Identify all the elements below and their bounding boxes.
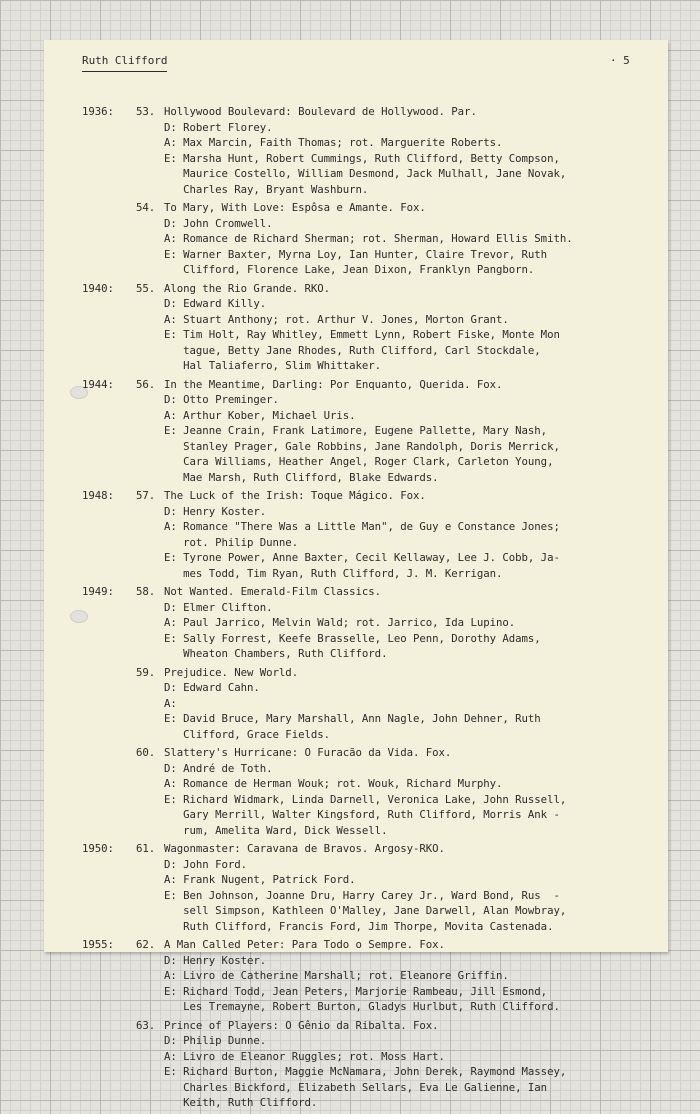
- credit-line: E: Richard Burton, Maggie McNamara, John Derek, Raymond Massey,: [164, 1065, 567, 1078]
- filmography-list: [44, 104, 668, 1114]
- film-title-line: Along the Rio Grande. RKO.: [164, 281, 330, 295]
- entry-year: 1948:: [82, 489, 114, 502]
- credit-line: Charles Bickford, Elizabeth Sellars, Eva Le Galienne, Ian: [164, 1080, 548, 1094]
- credit-line: E: David Bruce, Mary Marshall, Ann Nagle, John Dehner, Ruth: [164, 712, 541, 725]
- credit-line: D: Robert Florey.: [164, 120, 273, 134]
- credit-line: E: Jeanne Crain, Frank Latimore, Eugene Pallette, Mary Nash,: [164, 424, 548, 437]
- entry-year: 1944:: [82, 377, 114, 391]
- film-title-line: The Luck of the Irish: Toque Mágico. Fox.: [164, 489, 426, 502]
- credit-line: E: Ben Johnson, Joanne Dru, Harry Carey Jr., Ward Bond, Rus -: [164, 888, 560, 902]
- credit-line: D: Philip Dunne.: [164, 1034, 267, 1047]
- credit-line: Mae Marsh, Ruth Clifford, Blake Edwards.: [164, 470, 439, 484]
- credit-line: A: Romance de Richard Sherman; rot. Sherman, Howard Ellis Smith.: [164, 232, 573, 245]
- film-title-line: Hollywood Boulevard: Boulevard de Hollywood. Par.: [164, 105, 477, 118]
- credit-line: Hal Taliaferro, Slim Whittaker.: [164, 359, 382, 372]
- credit-line: A: Arthur Kober, Michael Uris.: [164, 408, 356, 422]
- credit-line: E: Tyrone Power, Anne Baxter, Cecil Kellaway, Lee J. Cobb, Ja-: [164, 551, 560, 564]
- credit-line: A:: [164, 696, 177, 710]
- film-entry: [44, 665, 668, 743]
- credit-line: E: Sally Forrest, Keefe Brasselle, Leo Penn, Dorothy Adams,: [164, 631, 541, 645]
- film-title-line: In the Meantime, Darling: Por Enquanto, Querida. Fox.: [164, 377, 503, 391]
- typewritten-page: [44, 40, 668, 1109]
- entry-year: 1936:: [82, 105, 114, 118]
- credit-line: A: Livro de Catherine Marshall; rot. Eleanore Griffin.: [164, 969, 509, 982]
- credit-line: A: Livro de Eleanor Ruggles; rot. Moss Hart.: [164, 1049, 445, 1063]
- credit-line: E: Marsha Hunt, Robert Cummings, Ruth Clifford, Betty Compson,: [164, 151, 560, 165]
- credit-line: E: Tim Holt, Ray Whitley, Emmett Lynn, Robert Fiske, Monte Mon: [164, 328, 560, 341]
- entry-number: 57.: [136, 489, 156, 502]
- film-entry: [44, 745, 668, 838]
- entry-number: 60.: [136, 746, 156, 759]
- film-title-line: Slattery's Hurricane: O Furacão da Vida. Fox.: [164, 746, 452, 759]
- film-entry: [44, 281, 668, 374]
- credit-line: A: Frank Nugent, Patrick Ford.: [164, 873, 356, 886]
- film-entry: [44, 104, 668, 197]
- credit-line: D: Elmer Clifton.: [164, 600, 273, 614]
- film-title-line: Not Wanted. Emerald-Film Classics.: [164, 585, 382, 598]
- film-title-line: Prince of Players: O Gênio da Ribalta. Fox.: [164, 1018, 439, 1032]
- credit-line: Charles Ray, Bryant Washburn.: [164, 182, 369, 196]
- entry-number: 53.: [136, 105, 156, 118]
- entry-number: 54.: [136, 201, 156, 214]
- credit-line: mes Todd, Tim Ryan, Ruth Clifford, J. M. Kerrigan.: [164, 566, 503, 580]
- film-title-line: Prejudice. New World.: [164, 665, 299, 679]
- credit-line: Maurice Costello, William Desmond, Jack Mulhall, Jane Novak,: [164, 167, 567, 180]
- credit-line: sell Simpson, Kathleen O'Malley, Jane Darwell, Alan Mowbray,: [164, 904, 567, 917]
- credit-line: E: Richard Todd, Jean Peters, Marjorie Rambeau, Jill Esmond,: [164, 984, 548, 998]
- credit-line: A: Romance "There Was a Little Man", de Guy e Constance Jones;: [164, 520, 560, 533]
- credit-line: A: Paul Jarrico, Melvin Wald; rot. Jarrico, Ida Lupino.: [164, 616, 516, 629]
- credit-line: Wheaton Chambers, Ruth Clifford.: [164, 647, 388, 660]
- entry-number: 62.: [136, 938, 156, 951]
- credit-line: rot. Philip Dunne.: [164, 535, 299, 549]
- film-entry: [44, 584, 668, 662]
- entry-year: 1940:: [82, 281, 114, 295]
- credit-line: rum, Amelita Ward, Dick Wessell.: [164, 823, 388, 837]
- film-entry: [44, 200, 668, 278]
- credit-line: E: Richard Widmark, Linda Darnell, Veronica Lake, John Russell,: [164, 792, 567, 806]
- page-header-name: Ruth Clifford: [82, 54, 167, 72]
- entry-number: 61.: [136, 842, 156, 855]
- film-entry: [44, 488, 668, 581]
- page-number: · 5: [610, 54, 630, 67]
- credit-line: A: Stuart Anthony; rot. Arthur V. Jones, Morton Grant.: [164, 312, 509, 326]
- entry-year: 1955:: [82, 938, 114, 951]
- credit-line: Stanley Prager, Gale Robbins, Jane Randolph, Doris Merrick,: [164, 439, 560, 453]
- film-title-line: Wagonmaster: Caravana de Bravos. Argosy-RKO.: [164, 842, 445, 855]
- credit-line: D: Henry Koster.: [164, 953, 267, 967]
- credit-line: D: Edward Killy.: [164, 297, 267, 310]
- film-entry: [44, 937, 668, 1015]
- credit-line: D: John Cromwell.: [164, 216, 273, 230]
- entry-number: 55.: [136, 281, 156, 295]
- credit-line: D: Edward Cahn.: [164, 681, 260, 694]
- film-entry: [44, 1018, 668, 1111]
- credit-line: A: Romance de Herman Wouk; rot. Wouk, Richard Murphy.: [164, 777, 503, 790]
- credit-line: tague, Betty Jane Rhodes, Ruth Clifford, Carl Stockdale,: [164, 343, 541, 357]
- credit-line: D: Otto Preminger.: [164, 393, 279, 406]
- credit-line: Gary Merrill, Walter Kingsford, Ruth Clifford, Morris Ank -: [164, 808, 560, 821]
- entry-number: 59.: [136, 665, 156, 679]
- film-title-line: A Man Called Peter: Para Todo o Sempre. Fox.: [164, 938, 445, 951]
- credit-line: D: André de Toth.: [164, 761, 273, 775]
- film-title-line: To Mary, With Love: Espôsa e Amante. Fox.: [164, 201, 426, 214]
- credit-line: D: John Ford.: [164, 857, 247, 871]
- entry-year: 1950:: [82, 842, 114, 855]
- credit-line: Ruth Clifford, Francis Ford, Jim Thorpe, Movita Castenada.: [164, 919, 554, 933]
- credit-line: Cara Williams, Heather Angel, Roger Clark, Carleton Young,: [164, 455, 554, 468]
- credit-line: Clifford, Florence Lake, Jean Dixon, Franklyn Pangborn.: [164, 263, 535, 276]
- entry-year: 1949:: [82, 585, 114, 598]
- credit-line: D: Henry Koster.: [164, 504, 267, 518]
- credit-line: Les Tremayne, Robert Burton, Gladys Hurlbut, Ruth Clifford.: [164, 1000, 560, 1013]
- credit-line: E: Warner Baxter, Myrna Loy, Ian Hunter, Claire Trevor, Ruth: [164, 247, 548, 261]
- credit-line: Clifford, Grace Fields.: [164, 727, 330, 741]
- entry-number: 58.: [136, 585, 156, 598]
- credit-line: A: Max Marcin, Faith Thomas; rot. Marguerite Roberts.: [164, 136, 503, 149]
- film-entry: [44, 377, 668, 486]
- film-entry: [44, 841, 668, 934]
- entry-number: 56.: [136, 377, 156, 391]
- credit-line: Keith, Ruth Clifford.: [164, 1096, 318, 1109]
- entry-number: 63.: [136, 1018, 156, 1032]
